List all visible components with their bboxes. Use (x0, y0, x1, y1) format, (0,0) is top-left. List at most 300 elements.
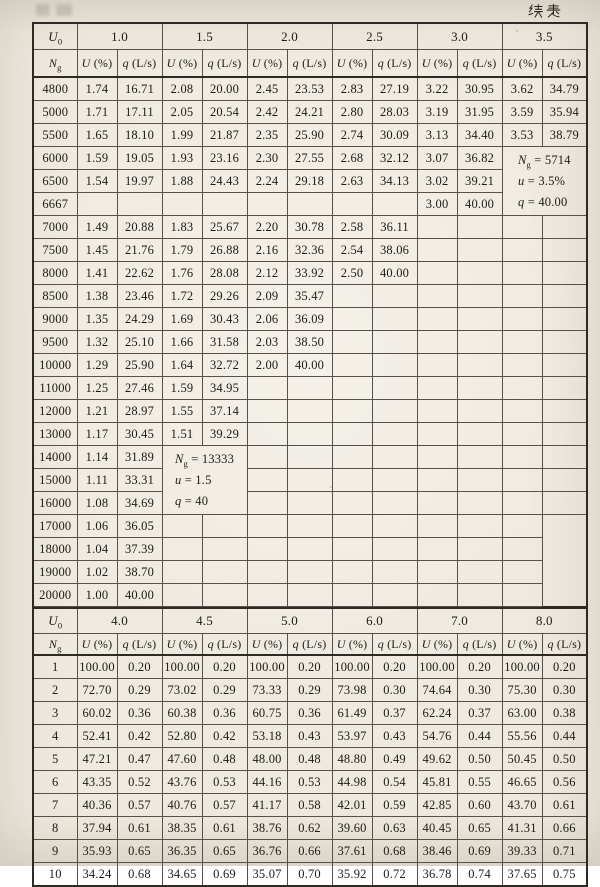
data-cell: 0.43 (287, 725, 332, 748)
data-cell: 1.66 (162, 331, 202, 354)
data-cell: 3.07 (417, 147, 457, 170)
data-cell (417, 423, 457, 446)
data-cell (457, 400, 502, 423)
data-cell: 0.29 (117, 679, 162, 702)
data-cell: 38.79 (542, 124, 587, 147)
data-cell: 3.02 (417, 170, 457, 193)
data-cell (372, 492, 417, 515)
data-cell: 37.14 (202, 400, 247, 423)
data-cell (247, 193, 287, 216)
data-cell (247, 515, 287, 538)
row-label: 9500 (33, 331, 77, 354)
data-cell: 39.29 (202, 423, 247, 446)
data-cell (502, 538, 542, 561)
data-cell: 2.63 (332, 170, 372, 193)
table-row (33, 561, 587, 584)
data-cell: 49.62 (417, 748, 457, 771)
data-cell: 34.65 (162, 863, 202, 887)
data-cell (202, 584, 247, 607)
math-symbol: $U_0$ (48, 613, 63, 631)
header-row-cols (33, 634, 587, 656)
data-cell (542, 308, 587, 331)
data-cell (287, 446, 332, 469)
data-cell: 2.42 (247, 101, 287, 124)
data-cell: 22.62 (117, 262, 162, 285)
data-cell (457, 239, 502, 262)
header-row-cols (33, 50, 587, 78)
table-row (33, 702, 587, 725)
col-header-q (372, 50, 417, 78)
corner-ng (33, 634, 77, 656)
note-line (175, 470, 234, 491)
data-cell: 36.78 (417, 863, 457, 887)
group-header: 1.5 (162, 23, 247, 50)
data-cell: 30.09 (372, 124, 417, 147)
table-row (33, 446, 587, 469)
data-cell (332, 515, 372, 538)
data-cell: 1.64 (162, 354, 202, 377)
data-cell: 25.67 (202, 216, 247, 239)
data-cell: 30.43 (202, 308, 247, 331)
data-cell: 46.65 (502, 771, 542, 794)
data-cell (457, 354, 502, 377)
table-row (33, 538, 587, 561)
data-cell: 2.06 (247, 308, 287, 331)
data-cell: 21.76 (117, 239, 162, 262)
data-cell: 53.97 (332, 725, 372, 748)
data-cell: 1.71 (77, 101, 117, 124)
data-cell: 0.71 (542, 840, 587, 863)
data-cell (542, 216, 587, 239)
math-symbol: U (%) (166, 55, 198, 70)
data-cell: 3.22 (417, 77, 457, 101)
data-cell: 23.53 (287, 77, 332, 101)
col-header-u (332, 50, 372, 78)
data-cell: 0.20 (542, 655, 587, 679)
data-cell: 38.35 (162, 817, 202, 840)
data-cell (332, 423, 372, 446)
data-cell (162, 584, 202, 607)
data-cell: 40.00 (117, 584, 162, 607)
group-header: 2.5 (332, 23, 417, 50)
header-row-u0 (33, 23, 587, 50)
row-label: 8500 (33, 285, 77, 308)
data-cell: 34.13 (372, 170, 417, 193)
data-cell (542, 492, 587, 515)
table-row (33, 817, 587, 840)
col-header-u (247, 634, 287, 656)
table-row (33, 515, 587, 538)
col-header-q (202, 50, 247, 78)
group-header: 2.0 (247, 23, 332, 50)
data-cell (287, 561, 332, 584)
data-cell (417, 331, 457, 354)
data-cell (502, 561, 542, 584)
data-cell: 0.57 (202, 794, 247, 817)
data-cell: 40.00 (457, 193, 502, 216)
data-cell: 0.54 (372, 771, 417, 794)
col-header-u (502, 634, 542, 656)
data-cell (372, 538, 417, 561)
data-cell (502, 331, 542, 354)
data-cell: 0.48 (287, 748, 332, 771)
row-label: 17000 (33, 515, 77, 538)
math-symbol: q (L/s) (462, 55, 497, 70)
data-cell: 34.69 (117, 492, 162, 515)
data-cell: 73.02 (162, 679, 202, 702)
data-cell: 32.36 (287, 239, 332, 262)
data-cell (502, 400, 542, 423)
data-cell: 0.20 (287, 655, 332, 679)
row-label: 8000 (33, 262, 77, 285)
data-cell: 20.00 (202, 77, 247, 101)
data-cell: 0.20 (117, 655, 162, 679)
data-cell: 1.79 (162, 239, 202, 262)
data-cell (417, 515, 457, 538)
data-cell (287, 423, 332, 446)
math-symbol: u = 1.5 (174, 472, 212, 487)
data-cell: 0.74 (457, 863, 502, 887)
continued-table-label (528, 3, 562, 19)
data-cell (502, 308, 542, 331)
data-cell: 24.21 (287, 101, 332, 124)
data-cell (332, 446, 372, 469)
data-cell: 0.38 (542, 702, 587, 725)
data-cell: 0.37 (457, 702, 502, 725)
data-cell: 35.47 (287, 285, 332, 308)
group-header: 4.5 (162, 608, 247, 634)
data-cell (372, 377, 417, 400)
data-cell: 3.00 (417, 193, 457, 216)
data-cell: 0.50 (542, 748, 587, 771)
data-cell: 2.50 (332, 262, 372, 285)
data-cell: 33.92 (287, 262, 332, 285)
data-cell: 0.30 (372, 679, 417, 702)
data-cell: 36.05 (117, 515, 162, 538)
data-cell: 0.61 (117, 817, 162, 840)
data-cell: 0.75 (542, 863, 587, 887)
math-symbol: $N_g$ (48, 55, 62, 72)
math-symbol: U (%) (421, 636, 453, 651)
data-cell: 36.11 (372, 216, 417, 239)
data-cell (457, 538, 502, 561)
col-header-u (502, 50, 542, 78)
data-cell: 27.46 (117, 377, 162, 400)
data-cell: 23.16 (202, 147, 247, 170)
group-header: 3.0 (417, 23, 502, 50)
data-cell: 0.66 (542, 817, 587, 840)
data-cell: 2.12 (247, 262, 287, 285)
data-cell: 0.70 (287, 863, 332, 887)
data-cell (502, 423, 542, 446)
data-cell: 2.83 (332, 77, 372, 101)
data-cell: 21.87 (202, 124, 247, 147)
data-cell: 2.54 (332, 239, 372, 262)
data-cell (247, 469, 287, 492)
data-cell (247, 446, 287, 469)
data-cell: 19.97 (117, 170, 162, 193)
data-cell: 25.10 (117, 331, 162, 354)
data-cell: 2.05 (162, 101, 202, 124)
row-label: 7500 (33, 239, 77, 262)
note-cell (162, 446, 247, 515)
math-symbol: q (L/s) (462, 636, 497, 651)
data-cell: 1.25 (77, 377, 117, 400)
data-cell: 34.79 (542, 77, 587, 101)
data-cell: 25.90 (287, 124, 332, 147)
math-symbol: U (%) (336, 636, 368, 651)
data-cell (372, 469, 417, 492)
data-cell (247, 377, 287, 400)
data-cell: 0.36 (117, 702, 162, 725)
row-label: 6667 (33, 193, 77, 216)
data-cell (502, 469, 542, 492)
data-cell (457, 469, 502, 492)
data-cell (372, 423, 417, 446)
data-cell: 2.80 (332, 101, 372, 124)
data-cell (202, 561, 247, 584)
data-cell (287, 492, 332, 515)
math-symbol: q (L/s) (122, 636, 157, 651)
data-cell: 42.85 (417, 794, 457, 817)
data-cell: 0.20 (202, 655, 247, 679)
table-row (33, 863, 587, 887)
data-cell (332, 538, 372, 561)
data-cell (542, 400, 587, 423)
ink-smudge (36, 4, 72, 16)
data-cell: 1.55 (162, 400, 202, 423)
data-cell: 0.37 (372, 702, 417, 725)
data-cell: 0.36 (202, 702, 247, 725)
data-cell: 60.02 (77, 702, 117, 725)
row-label: 5500 (33, 124, 77, 147)
data-cell: 2.08 (162, 77, 202, 101)
data-cell: 47.60 (162, 748, 202, 771)
row-label: 6500 (33, 170, 77, 193)
math-symbol: q (L/s) (547, 636, 582, 651)
data-cell (332, 308, 372, 331)
data-cell: 37.94 (77, 817, 117, 840)
data-cell: 52.41 (77, 725, 117, 748)
data-cell (372, 308, 417, 331)
data-cell: 19.05 (117, 147, 162, 170)
data-cell: 1.69 (162, 308, 202, 331)
data-cell: 35.92 (332, 863, 372, 887)
data-cell (542, 469, 587, 492)
note-line (518, 171, 571, 192)
data-cell: 1.93 (162, 147, 202, 170)
data-cell (287, 469, 332, 492)
data-cell: 38.50 (287, 331, 332, 354)
data-cell: 1.83 (162, 216, 202, 239)
data-cell: 0.49 (372, 748, 417, 771)
data-cell: 17.11 (117, 101, 162, 124)
data-cell: 36.35 (162, 840, 202, 863)
corner-u0 (33, 608, 77, 634)
row-label: 2 (33, 679, 77, 702)
data-cell (162, 561, 202, 584)
row-label: 7 (33, 794, 77, 817)
data-cell: 34.40 (457, 124, 502, 147)
math-symbol: U (%) (506, 636, 538, 651)
data-cell: 45.81 (417, 771, 457, 794)
data-cell: 28.97 (117, 400, 162, 423)
data-cell (502, 515, 542, 538)
data-cell: 30.78 (287, 216, 332, 239)
data-cell: 35.94 (542, 101, 587, 124)
group-header: 3.5 (502, 23, 587, 50)
data-cell: 1.35 (77, 308, 117, 331)
data-cell (372, 584, 417, 607)
data-cell: 1.59 (77, 147, 117, 170)
data-cell: 3.62 (502, 77, 542, 101)
data-cell (162, 193, 202, 216)
data-cell: 0.47 (117, 748, 162, 771)
data-cell (502, 446, 542, 469)
data-cell: 28.03 (372, 101, 417, 124)
data-cell: 0.30 (457, 679, 502, 702)
data-cell: 1.08 (77, 492, 117, 515)
data-cell (247, 538, 287, 561)
group-header: 5.0 (247, 608, 332, 634)
data-cell: 1.76 (162, 262, 202, 285)
data-cell: 0.65 (117, 840, 162, 863)
data-cell: 0.20 (372, 655, 417, 679)
data-cell: 0.60 (457, 794, 502, 817)
row-label: 1 (33, 655, 77, 679)
table-row (33, 377, 587, 400)
data-cell (247, 561, 287, 584)
note-text (175, 449, 234, 512)
data-cell: 37.39 (117, 538, 162, 561)
data-cell: 1.72 (162, 285, 202, 308)
data-cell: 60.38 (162, 702, 202, 725)
data-cell (417, 308, 457, 331)
col-header-u (77, 634, 117, 656)
data-cell (542, 285, 587, 308)
data-cell: 0.69 (457, 840, 502, 863)
biao-character-glyph (546, 3, 561, 19)
data-cell: 0.36 (287, 702, 332, 725)
math-symbol: U (%) (251, 55, 283, 70)
data-cell (372, 515, 417, 538)
data-cell: 0.53 (202, 771, 247, 794)
data-cell: 1.00 (77, 584, 117, 607)
data-cell: 1.59 (162, 377, 202, 400)
data-cell: 1.88 (162, 170, 202, 193)
data-cell: 0.44 (457, 725, 502, 748)
math-symbol: q (L/s) (377, 55, 412, 70)
data-cell: 0.55 (457, 771, 502, 794)
data-cell (372, 561, 417, 584)
data-cell: 23.46 (117, 285, 162, 308)
table-row (33, 354, 587, 377)
data-cell (542, 423, 587, 446)
data-cell (542, 331, 587, 354)
data-cell: 34.95 (202, 377, 247, 400)
data-cell (372, 400, 417, 423)
data-cell: 25.90 (117, 354, 162, 377)
data-cell (457, 216, 502, 239)
data-cell: 24.43 (202, 170, 247, 193)
data-cell: 2.74 (332, 124, 372, 147)
data-cell: 38.06 (372, 239, 417, 262)
data-cell (162, 538, 202, 561)
row-label: 19000 (33, 561, 77, 584)
data-cell: 40.76 (162, 794, 202, 817)
data-cell: 30.45 (117, 423, 162, 446)
data-cell: 0.48 (202, 748, 247, 771)
data-cell: 16.71 (117, 77, 162, 101)
data-cell: 29.18 (287, 170, 332, 193)
col-header-q (287, 50, 332, 78)
data-cell (332, 400, 372, 423)
col-header-u (77, 50, 117, 78)
col-header-u (417, 634, 457, 656)
row-label: 9000 (33, 308, 77, 331)
data-cell (417, 446, 457, 469)
math-symbol: q (L/s) (122, 55, 157, 70)
data-cell (542, 239, 587, 262)
math-symbol: q (L/s) (207, 55, 242, 70)
math-symbol: $N_g = 13333$ (174, 451, 235, 468)
data-cell: 0.42 (117, 725, 162, 748)
math-symbol: U (%) (81, 636, 113, 651)
math-symbol: q = 40.00 (517, 194, 568, 209)
data-cell: 26.88 (202, 239, 247, 262)
table-row (33, 423, 587, 446)
data-cell: 1.11 (77, 469, 117, 492)
table-row (33, 239, 587, 262)
row-label: 4800 (33, 77, 77, 101)
data-cell (502, 216, 542, 239)
data-cell (287, 193, 332, 216)
data-cell (417, 216, 457, 239)
data-cell: 52.80 (162, 725, 202, 748)
table-row (33, 679, 587, 702)
math-symbol: $N_g$ (48, 636, 62, 653)
data-cell (332, 331, 372, 354)
data-cell (372, 446, 417, 469)
col-header-q (287, 634, 332, 656)
math-symbol: q (L/s) (292, 55, 327, 70)
data-cell: 100.00 (77, 655, 117, 679)
table-row (33, 147, 587, 170)
note-cell (502, 147, 587, 216)
data-cell: 34.24 (77, 863, 117, 887)
data-cell: 42.01 (332, 794, 372, 817)
data-cell: 0.57 (117, 794, 162, 817)
group-header: 1.0 (77, 23, 162, 50)
data-cell: 0.68 (372, 840, 417, 863)
data-cell: 72.70 (77, 679, 117, 702)
math-symbol: U (%) (421, 55, 453, 70)
col-header-u (332, 634, 372, 656)
data-cell (502, 285, 542, 308)
col-header-u (162, 634, 202, 656)
table-row (33, 771, 587, 794)
math-symbol: u = 3.5% (517, 173, 566, 188)
data-cell: 39.21 (457, 170, 502, 193)
data-cell: 48.00 (247, 748, 287, 771)
data-cell: 41.31 (502, 817, 542, 840)
data-cell (502, 262, 542, 285)
data-cell: 0.61 (202, 817, 247, 840)
row-label: 6 (33, 771, 77, 794)
data-cell: 50.45 (502, 748, 542, 771)
data-cell: 36.76 (247, 840, 287, 863)
data-cell: 1.45 (77, 239, 117, 262)
